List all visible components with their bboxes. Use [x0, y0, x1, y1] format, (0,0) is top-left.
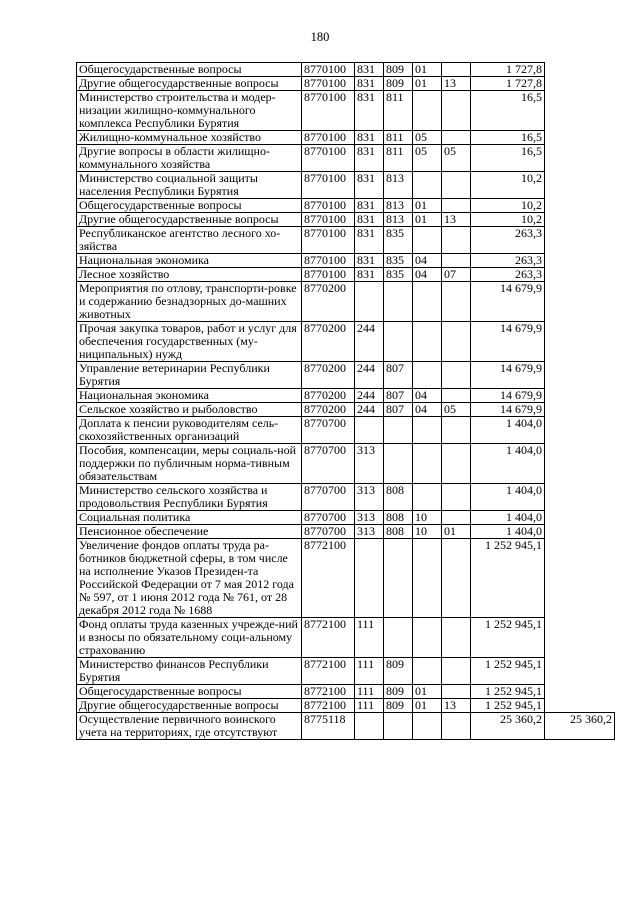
row-vr: 244: [355, 322, 384, 362]
row-csr: 8770200: [302, 362, 355, 389]
row-csr: 8772100: [302, 539, 355, 618]
row-ved: 813: [384, 199, 413, 213]
row-name: Доплата к пенсии руководителям сель-скохозяйственных организаций: [77, 417, 302, 444]
table-row: [77, 444, 615, 484]
row-csr: 8770100: [302, 91, 355, 131]
row-pr: [442, 539, 471, 618]
row-csr: 8772100: [302, 658, 355, 685]
row-csr: 8772100: [302, 618, 355, 658]
row-sum: 1 252 945,1: [471, 539, 545, 618]
table-row: [77, 699, 615, 713]
row-ved: [384, 713, 413, 740]
row-name: Другие общегосударственные вопросы: [77, 699, 302, 713]
row-pr: [442, 685, 471, 699]
row-vr: 111: [355, 658, 384, 685]
row-name: Министерство социальной защиты населения Республики Бурятия: [77, 172, 302, 199]
row-sum: 1 727,8: [471, 63, 545, 77]
row-sum-2: [545, 389, 615, 403]
row-sum-2: [545, 525, 615, 539]
row-name: Республиканское агентство лесного хо-зяйства: [77, 227, 302, 254]
row-sum-2: [545, 172, 615, 199]
row-sum: 16,5: [471, 131, 545, 145]
row-rz: [413, 227, 442, 254]
row-pr: [442, 227, 471, 254]
row-ved: 813: [384, 213, 413, 227]
row-csr: 8770100: [302, 254, 355, 268]
row-sum: 1 404,0: [471, 511, 545, 525]
row-pr: [442, 282, 471, 322]
row-ved: [384, 322, 413, 362]
row-sum: 1 404,0: [471, 444, 545, 484]
row-name: Другие общегосударственные вопросы: [77, 213, 302, 227]
row-rz: [413, 417, 442, 444]
row-ved: 808: [384, 484, 413, 511]
row-sum: 1 404,0: [471, 417, 545, 444]
row-ved: [384, 417, 413, 444]
row-name: Пособия, компенсации, меры социаль-ной поддержки по публичным норма-тивным обязательствам: [77, 444, 302, 484]
row-csr: 8770700: [302, 417, 355, 444]
row-name: Министерство сельского хозяйства и продовольствия Республики Бурятия: [77, 484, 302, 511]
row-sum-2: [545, 131, 615, 145]
row-sum-2: [545, 618, 615, 658]
row-csr: 8770700: [302, 444, 355, 484]
row-vr: 313: [355, 525, 384, 539]
row-ved: 809: [384, 63, 413, 77]
row-ved: 811: [384, 131, 413, 145]
row-vr: [355, 539, 384, 618]
row-sum-2: [545, 417, 615, 444]
row-rz: [413, 444, 442, 484]
row-pr: [442, 91, 471, 131]
row-ved: [384, 618, 413, 658]
row-sum: 16,5: [471, 91, 545, 131]
row-csr: 8770100: [302, 172, 355, 199]
row-sum-2: [545, 227, 615, 254]
row-rz: 01: [413, 685, 442, 699]
row-rz: [413, 282, 442, 322]
row-rz: 04: [413, 254, 442, 268]
table-row: [77, 618, 615, 658]
row-vr: [355, 282, 384, 322]
row-csr: 8775118: [302, 713, 355, 740]
row-rz: [413, 539, 442, 618]
row-rz: 04: [413, 403, 442, 417]
row-name: Общегосударственные вопросы: [77, 685, 302, 699]
row-rz: [413, 172, 442, 199]
row-name: Фонд оплаты труда казенных учрежде-ний и взносы по обязательному соци-альному страхованию: [77, 618, 302, 658]
row-sum-2: [545, 699, 615, 713]
row-pr: [442, 658, 471, 685]
table-row: [77, 685, 615, 699]
row-pr: [442, 362, 471, 389]
row-ved: [384, 444, 413, 484]
budget-table: [76, 62, 615, 740]
row-pr: 13: [442, 77, 471, 91]
row-sum: 1 252 945,1: [471, 618, 545, 658]
row-pr: [442, 199, 471, 213]
row-name: Министерство строительства и модер-низации жилищно-коммунального комплекса Республики Бурятия: [77, 91, 302, 131]
row-name: Осуществление первичного воинского учета на территориях, где отсутствуют: [77, 713, 302, 740]
row-csr: 8770100: [302, 227, 355, 254]
row-sum: 263,3: [471, 227, 545, 254]
row-name: Жилищно-коммунальное хозяйство: [77, 131, 302, 145]
table-row: [77, 282, 615, 322]
row-csr: 8770200: [302, 322, 355, 362]
row-rz: [413, 91, 442, 131]
row-vr: 831: [355, 172, 384, 199]
row-vr: 313: [355, 444, 384, 484]
row-sum: 263,3: [471, 268, 545, 282]
table-row: [77, 199, 615, 213]
row-name: Пенсионное обеспечение: [77, 525, 302, 539]
row-csr: 8770100: [302, 199, 355, 213]
row-name: Общегосударственные вопросы: [77, 63, 302, 77]
row-vr: 831: [355, 227, 384, 254]
row-sum-2: [545, 91, 615, 131]
row-rz: 10: [413, 511, 442, 525]
row-name: Увеличение фондов оплаты труда ра-ботников бюджетной сферы, в том числе на исполнение Указов Президен-та Российской Федерации от 7 мая 2012 года № 597, от 1 июня 2012 года № 761, от 28 декабря 2012 года № 1688: [77, 539, 302, 618]
row-ved: 808: [384, 511, 413, 525]
row-ved: 807: [384, 403, 413, 417]
row-vr: 831: [355, 63, 384, 77]
row-name: Мероприятия по отлову, транспорти-ровке и содержанию безнадзорных до-машних животных: [77, 282, 302, 322]
row-sum-2: [545, 63, 615, 77]
row-sum-2: [545, 685, 615, 699]
row-sum-2: [545, 254, 615, 268]
row-rz: [413, 484, 442, 511]
row-ved: [384, 282, 413, 322]
row-pr: [442, 63, 471, 77]
row-sum: 1 404,0: [471, 484, 545, 511]
row-ved: 808: [384, 525, 413, 539]
row-sum-2: [545, 539, 615, 618]
table-row: [77, 77, 615, 91]
row-csr: 8770700: [302, 525, 355, 539]
row-pr: 13: [442, 699, 471, 713]
row-rz: [413, 713, 442, 740]
row-sum-2: 25 360,2: [545, 713, 615, 740]
row-vr: 111: [355, 685, 384, 699]
row-sum: 14 679,9: [471, 322, 545, 362]
row-name: Социальная политика: [77, 511, 302, 525]
row-vr: 831: [355, 91, 384, 131]
row-sum: 1 727,8: [471, 77, 545, 91]
row-sum-2: [545, 199, 615, 213]
row-vr: 831: [355, 268, 384, 282]
row-vr: 111: [355, 618, 384, 658]
row-ved: 807: [384, 362, 413, 389]
row-sum-2: [545, 145, 615, 172]
row-ved: 809: [384, 77, 413, 91]
table-row: [77, 268, 615, 282]
row-pr: [442, 389, 471, 403]
table-row: [77, 658, 615, 685]
row-vr: 831: [355, 199, 384, 213]
row-rz: 01: [413, 213, 442, 227]
page-number: 180: [310, 30, 330, 44]
row-ved: 835: [384, 268, 413, 282]
row-sum: 1 404,0: [471, 525, 545, 539]
row-rz: 10: [413, 525, 442, 539]
row-vr: [355, 713, 384, 740]
row-rz: 05: [413, 131, 442, 145]
row-csr: 8770100: [302, 131, 355, 145]
row-sum: 14 679,9: [471, 389, 545, 403]
table-row: [77, 525, 615, 539]
table-row: [77, 511, 615, 525]
row-sum-2: [545, 268, 615, 282]
table-row: [77, 91, 615, 131]
row-ved: [384, 539, 413, 618]
table-row: [77, 362, 615, 389]
row-ved: 811: [384, 91, 413, 131]
row-pr: [442, 322, 471, 362]
table-row: [77, 227, 615, 254]
row-rz: 01: [413, 699, 442, 713]
row-name: Сельское хозяйство и рыболовство: [77, 403, 302, 417]
row-csr: 8770200: [302, 403, 355, 417]
row-csr: 8770700: [302, 484, 355, 511]
row-sum: 10,2: [471, 213, 545, 227]
row-sum: 263,3: [471, 254, 545, 268]
row-vr: 831: [355, 131, 384, 145]
row-name: Другие общегосударственные вопросы: [77, 77, 302, 91]
row-sum: 1 252 945,1: [471, 699, 545, 713]
row-csr: 8770200: [302, 282, 355, 322]
row-ved: 835: [384, 254, 413, 268]
row-rz: 01: [413, 199, 442, 213]
table-row: [77, 539, 615, 618]
row-csr: 8770100: [302, 213, 355, 227]
table-row: [77, 254, 615, 268]
row-csr: 8770100: [302, 63, 355, 77]
row-rz: 01: [413, 63, 442, 77]
row-sum-2: [545, 444, 615, 484]
row-sum: 1 252 945,1: [471, 658, 545, 685]
row-sum: 14 679,9: [471, 282, 545, 322]
row-rz: [413, 322, 442, 362]
table-row: [77, 484, 615, 511]
row-pr: 07: [442, 268, 471, 282]
row-pr: 01: [442, 525, 471, 539]
row-vr: 244: [355, 362, 384, 389]
row-rz: [413, 362, 442, 389]
row-sum-2: [545, 362, 615, 389]
row-sum: 14 679,9: [471, 362, 545, 389]
row-vr: [355, 417, 384, 444]
row-ved: 807: [384, 389, 413, 403]
row-pr: 13: [442, 213, 471, 227]
table-row: [77, 131, 615, 145]
row-sum: 14 679,9: [471, 403, 545, 417]
row-sum: 10,2: [471, 199, 545, 213]
row-rz: 05: [413, 145, 442, 172]
row-sum-2: [545, 658, 615, 685]
row-vr: 831: [355, 77, 384, 91]
row-ved: 813: [384, 172, 413, 199]
row-pr: [442, 444, 471, 484]
row-csr: 8770700: [302, 511, 355, 525]
row-vr: 244: [355, 389, 384, 403]
row-name: Министерство финансов Республики Бурятия: [77, 658, 302, 685]
row-pr: [442, 172, 471, 199]
row-vr: 831: [355, 254, 384, 268]
row-name: Прочая закупка товаров, работ и услуг для обеспечения государственных (му-ниципальных) нужд: [77, 322, 302, 362]
row-vr: 313: [355, 511, 384, 525]
row-csr: 8772100: [302, 699, 355, 713]
row-pr: [442, 713, 471, 740]
row-pr: [442, 511, 471, 525]
row-vr: 111: [355, 699, 384, 713]
table-row: [77, 322, 615, 362]
row-name: Национальная экономика: [77, 254, 302, 268]
row-rz: 04: [413, 268, 442, 282]
row-pr: [442, 254, 471, 268]
row-sum-2: [545, 77, 615, 91]
row-sum: 16,5: [471, 145, 545, 172]
row-sum: 25 360,2: [471, 713, 545, 740]
budget-table-body: [77, 63, 615, 740]
row-vr: 313: [355, 484, 384, 511]
row-csr: 8772100: [302, 685, 355, 699]
row-rz: [413, 658, 442, 685]
row-csr: 8770100: [302, 268, 355, 282]
row-name: Другие вопросы в области жилищно-коммунального хозяйства: [77, 145, 302, 172]
row-ved: 835: [384, 227, 413, 254]
row-pr: 05: [442, 145, 471, 172]
row-sum-2: [545, 282, 615, 322]
row-sum-2: [545, 511, 615, 525]
table-row: [77, 63, 615, 77]
row-name: Лесное хозяйство: [77, 268, 302, 282]
table-row: [77, 213, 615, 227]
row-pr: [442, 417, 471, 444]
row-rz: 01: [413, 77, 442, 91]
table-row: [77, 713, 615, 740]
row-sum-2: [545, 322, 615, 362]
table-row: [77, 389, 615, 403]
row-ved: 809: [384, 699, 413, 713]
table-row: [77, 403, 615, 417]
row-pr: [442, 618, 471, 658]
row-csr: 8770100: [302, 145, 355, 172]
row-rz: 04: [413, 389, 442, 403]
row-vr: 831: [355, 145, 384, 172]
row-pr: [442, 484, 471, 511]
row-sum-2: [545, 403, 615, 417]
row-name: Общегосударственные вопросы: [77, 199, 302, 213]
row-sum-2: [545, 213, 615, 227]
row-vr: 244: [355, 403, 384, 417]
row-name: Управление ветеринарии Республики Бурятия: [77, 362, 302, 389]
row-ved: 811: [384, 145, 413, 172]
table-row: [77, 172, 615, 199]
row-vr: 831: [355, 213, 384, 227]
row-csr: 8770100: [302, 77, 355, 91]
table-row: [77, 145, 615, 172]
row-name: Национальная экономика: [77, 389, 302, 403]
row-sum-2: [545, 484, 615, 511]
table-row: [77, 417, 615, 444]
row-pr: [442, 131, 471, 145]
row-sum: 1 252 945,1: [471, 685, 545, 699]
row-pr: 05: [442, 403, 471, 417]
row-ved: 809: [384, 685, 413, 699]
row-sum: 10,2: [471, 172, 545, 199]
row-csr: 8770200: [302, 389, 355, 403]
row-rz: [413, 618, 442, 658]
row-ved: 809: [384, 658, 413, 685]
